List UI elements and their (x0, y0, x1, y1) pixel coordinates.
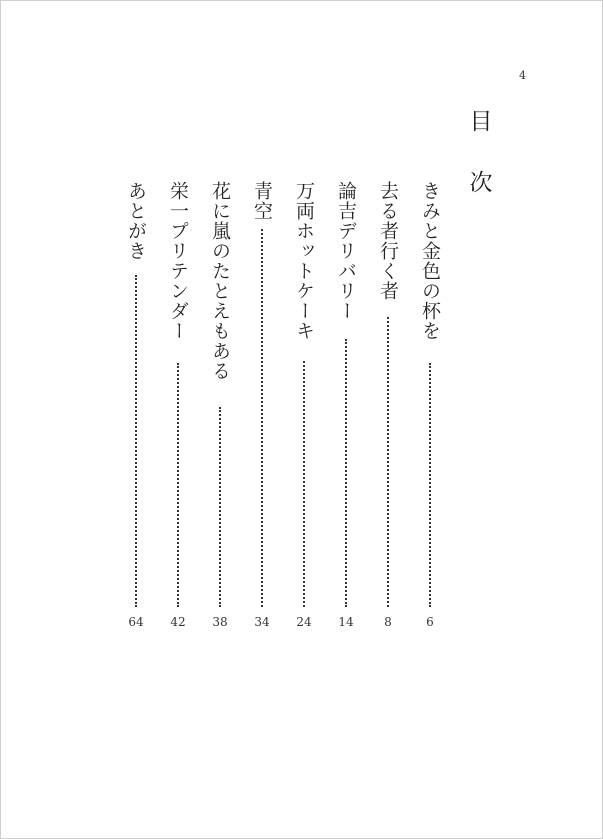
toc-leader-dots (387, 317, 389, 607)
toc-entry (419, 181, 441, 633)
toc-entry (251, 181, 273, 633)
toc-entry-page: 42 (170, 615, 186, 629)
toc-title-char: 目 (469, 109, 493, 135)
toc-entry-title: 栄一プリテンダー (167, 181, 189, 341)
toc-leader-dots (261, 229, 263, 607)
toc-leader-dots (219, 407, 221, 607)
toc-entry-page: 24 (296, 615, 312, 629)
toc-entry-page: 8 (384, 615, 392, 629)
toc-leader-dots (303, 361, 305, 607)
toc-leader-dots (429, 363, 431, 607)
toc-entry (293, 181, 315, 633)
toc-leader-dots (345, 339, 347, 607)
toc-entry-title: 花に嵐のたとえもある (209, 181, 231, 381)
toc-entry (125, 181, 147, 633)
toc-entry (209, 181, 231, 633)
toc-entry-title: 論吉デリバリー (335, 181, 357, 321)
toc-entry (167, 181, 189, 633)
toc-entry-title: 去る者行く者 (377, 181, 399, 301)
toc-entry-page: 14 (338, 615, 354, 629)
toc-entry-title: 万両ホットケーキ (293, 181, 315, 341)
toc-entry (335, 181, 357, 633)
toc-entry-page: 6 (426, 615, 434, 629)
page-number: 4 (519, 69, 526, 82)
toc-leader-dots (177, 363, 179, 607)
toc-title-char: 次 (469, 170, 493, 196)
toc-entry-page: 34 (254, 615, 270, 629)
toc-entry-title: きみと金色の杯を (419, 181, 441, 341)
toc-entry-title: 青空 (251, 181, 273, 221)
toc-title (465, 111, 497, 195)
toc-entry (377, 181, 399, 633)
toc-entry-title: あとがき (125, 181, 147, 261)
toc-entry-page: 38 (212, 615, 228, 629)
toc-entry-page: 64 (128, 615, 144, 629)
toc-leader-dots (135, 275, 137, 607)
